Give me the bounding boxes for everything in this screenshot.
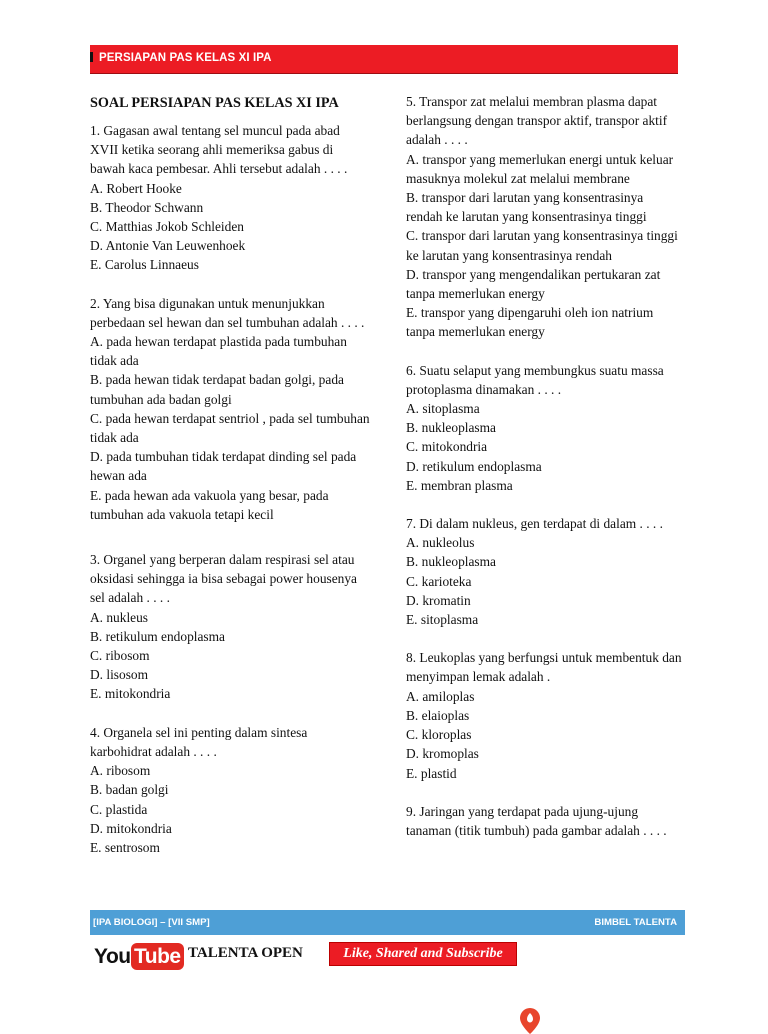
option-c: C. mitokondria xyxy=(406,439,488,455)
header-tick xyxy=(90,52,93,62)
question-3 xyxy=(90,550,370,704)
option-d: D. mitokondria xyxy=(90,820,172,836)
question-5 xyxy=(406,92,682,342)
question-8 xyxy=(406,648,682,782)
question-text: 9. Jaringan yang terdapat pada ujung-ujung tanaman (titik tumbuh) pada gambar adalah . . . . xyxy=(406,803,667,838)
question-text: 1. Gagasan awal tentang sel muncul pada abad XVII ketika seorang ahli memeriksa gabus di bawah kaca pembesar. Ahli tersebut adalah . . . . xyxy=(90,123,348,177)
footer-brand: BIMBEL TALENTA xyxy=(594,917,677,928)
option-a: A. sitoplasma xyxy=(406,401,480,417)
option-b: B. transpor dari larutan yang konsentrasinya rendah ke larutan yang konsentrasinya tinggi xyxy=(406,190,647,225)
subscribe-banner: Like, Shared and Subscribe xyxy=(329,942,517,966)
question-text: 8. Leukoplas yang berfungsi untuk membentuk dan menyimpan lemak adalah . xyxy=(406,650,682,685)
channel-name: TALENTA OPEN xyxy=(188,945,303,961)
question-text: 6. Suatu selaput yang membungkus suatu massa protoplasma dinamakan . . . . xyxy=(406,362,664,397)
option-b: B. nukleoplasma xyxy=(406,420,497,436)
option-a: A. amiloplas xyxy=(406,688,475,704)
option-a: A. nukleus xyxy=(90,609,149,625)
question-text: 2. Yang bisa digunakan untuk menunjukkan perbedaan sel hewan dan sel tumbuhan adalah . . . . xyxy=(90,295,365,330)
question-7 xyxy=(406,514,682,629)
question-6 xyxy=(406,361,682,495)
option-c: C. transpor dari larutan yang konsentrasinya tinggi ke larutan yang konsentrasinya rendah xyxy=(406,228,678,263)
option-b: B. elaioplas xyxy=(406,707,470,723)
document-title: SOAL PERSIAPAN PAS KELAS XI IPA xyxy=(90,95,339,111)
option-e: E. transpor yang dipengaruhi oleh ion natrium tanpa memerlukan energy xyxy=(406,305,654,340)
option-a: A. ribosom xyxy=(90,763,151,779)
option-d: D. pada tumbuhan tidak terdapat dinding sel pada hewan ada xyxy=(90,449,357,484)
option-c: C. ribosom xyxy=(90,648,150,664)
option-b: B. Theodor Schwann xyxy=(90,199,204,215)
youtube-logo-tube: Tube xyxy=(131,943,184,970)
footer-bar xyxy=(90,910,685,935)
option-a: A. transpor yang memerlukan energi untuk keluar masuknya molekul zat melalui membrane xyxy=(406,151,674,186)
option-a: A. nukleolus xyxy=(406,535,475,551)
right-column xyxy=(406,92,682,840)
option-b: B. retikulum endoplasma xyxy=(90,628,225,644)
option-e: E. sentrosom xyxy=(90,839,160,855)
option-d: D. Antonie Van Leuwenhoek xyxy=(90,238,246,254)
option-e: E. plastid xyxy=(406,765,457,781)
option-e: E. sitoplasma xyxy=(406,612,479,628)
red-pin-icon xyxy=(516,1006,544,1034)
option-a: A. Robert Hooke xyxy=(90,180,182,196)
question-text: 3. Organel yang berperan dalam respirasi sel atau oksidasi sehingga ia bisa sebagai power housenya sel adalah . . . . xyxy=(90,552,358,606)
question-2 xyxy=(90,294,370,524)
option-d: D. kromatin xyxy=(406,592,471,608)
footer-subject: [IPA BIOLOGI] – [VII SMP] xyxy=(93,917,210,928)
option-d: D. retikulum endoplasma xyxy=(406,458,542,474)
question-text: 4. Organela sel ini penting dalam sintesa karbohidrat adalah . . . . xyxy=(90,724,308,759)
option-b: B. nukleoplasma xyxy=(406,554,497,570)
option-c: C. Matthias Jokob Schleiden xyxy=(90,219,244,235)
option-e: E. Carolus Linnaeus xyxy=(90,257,199,273)
option-b: B. badan golgi xyxy=(90,782,169,798)
question-9 xyxy=(406,802,682,840)
option-b: B. pada hewan tidak terdapat badan golgi, pada tumbuhan ada badan golgi xyxy=(90,372,344,407)
option-e: E. mitokondria xyxy=(90,686,171,702)
youtube-logo-you: You xyxy=(94,945,131,968)
header-title: PERSIAPAN PAS KELAS XI IPA xyxy=(99,52,272,64)
option-d: D. kromoplas xyxy=(406,746,479,762)
question-text: 5. Transpor zat melalui membran plasma dapat berlangsung dengan transpor aktif, transpor aktif adalah . . . . xyxy=(406,94,668,148)
option-d: D. lisosom xyxy=(90,667,149,683)
option-c: C. kloroplas xyxy=(406,727,472,743)
option-a: A. pada hewan terdapat plastida pada tumbuhan tidak ada xyxy=(90,334,347,369)
option-e: E. membran plasma xyxy=(406,477,513,493)
question-text: 7. Di dalam nukleus, gen terdapat di dalam . . . . xyxy=(406,516,663,532)
option-c: C. karioteka xyxy=(406,573,472,589)
question-1 xyxy=(90,121,370,275)
option-d: D. transpor yang mengendalikan pertukaran zat tanpa memerlukan energy xyxy=(406,266,661,302)
question-4 xyxy=(90,723,370,857)
option-c: C. plastida xyxy=(90,801,148,817)
left-column xyxy=(90,92,370,857)
header-bar xyxy=(90,45,678,74)
option-e: E. pada hewan ada vakuola yang besar, pada tumbuhan ada vakuola tetapi kecil xyxy=(90,487,329,522)
option-c: C. pada hewan terdapat sentriol , pada sel tumbuhan tidak ada xyxy=(90,410,370,446)
